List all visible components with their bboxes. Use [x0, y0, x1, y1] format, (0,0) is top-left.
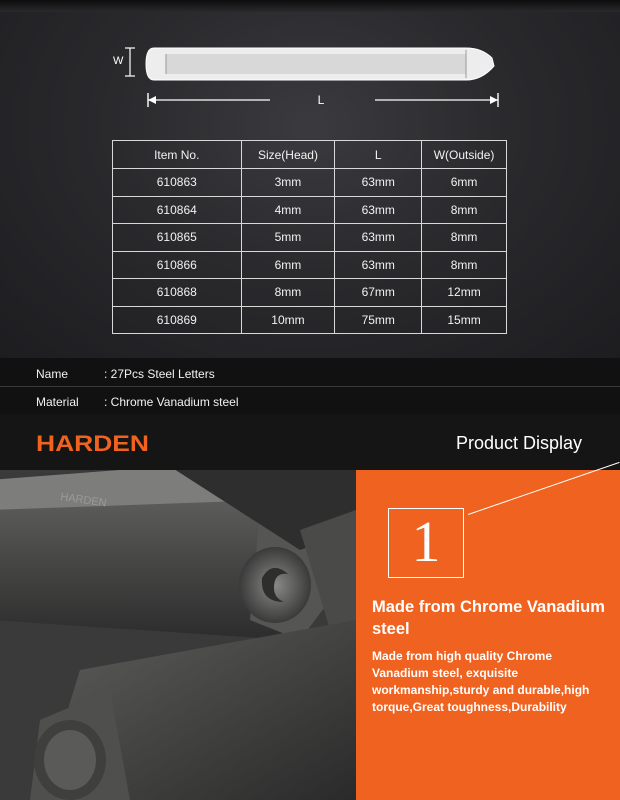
w-dimension-label: W	[113, 55, 124, 67]
cell-length: 75mm	[335, 306, 422, 334]
brand-bar	[0, 414, 620, 470]
table-row	[113, 279, 507, 307]
name-value: : 27Pcs Steel Letters	[104, 367, 215, 381]
cell-width: 8mm	[422, 196, 507, 224]
table-row	[113, 196, 507, 224]
cell-size: 6mm	[241, 251, 335, 279]
cell-width: 12mm	[422, 279, 507, 307]
cell-size: 10mm	[241, 306, 335, 334]
cell-width: 15mm	[422, 306, 507, 334]
header-length: L	[335, 141, 422, 169]
info-row-material	[0, 388, 620, 415]
steel-punch-image	[0, 470, 356, 800]
harden-logo	[36, 430, 151, 456]
decorative-line	[468, 462, 620, 515]
cell-width: 6mm	[422, 169, 507, 197]
table-row	[113, 251, 507, 279]
feature-description: Made from high quality Chrome Vanadium steel, exquisite workmanship,sturdy and durable,high torque,Great toughness,Durability	[372, 649, 590, 714]
cell-size: 3mm	[241, 169, 335, 197]
cell-item-no: 610865	[113, 224, 242, 252]
dimension-diagram	[110, 40, 510, 120]
cell-length: 67mm	[335, 279, 422, 307]
product-info	[0, 358, 620, 414]
cell-size: 4mm	[241, 196, 335, 224]
table-row	[113, 169, 507, 197]
spec-section	[0, 0, 620, 358]
cell-size: 8mm	[241, 279, 335, 307]
header-size: Size(Head)	[241, 141, 335, 169]
section-title: Product Display	[456, 433, 583, 453]
cell-width: 8mm	[422, 224, 507, 252]
cell-item-no: 610868	[113, 279, 242, 307]
name-label: Name	[36, 367, 69, 381]
material-value: : Chrome Vanadium steel	[104, 395, 239, 409]
feature-number: 1	[411, 509, 441, 574]
product-photo	[0, 470, 356, 800]
cell-item-no: 610866	[113, 251, 242, 279]
cell-length: 63mm	[335, 251, 422, 279]
feature-number-box	[388, 508, 464, 578]
table-header-row	[113, 141, 507, 169]
info-row-name	[0, 360, 620, 387]
cell-item-no: 610864	[113, 196, 242, 224]
table-row	[113, 224, 507, 252]
spec-table	[112, 140, 507, 334]
material-label: Material	[36, 395, 79, 409]
svg-text:HARDEN: HARDEN	[59, 491, 108, 510]
l-dimension-label: L	[317, 93, 325, 107]
info-divider	[0, 386, 620, 387]
cell-item-no: 610869	[113, 306, 242, 334]
cell-length: 63mm	[335, 196, 422, 224]
svg-text:HARDEN: HARDEN	[36, 431, 149, 456]
header-item-no: Item No.	[113, 141, 242, 169]
cell-length: 63mm	[335, 224, 422, 252]
feature-panel	[356, 470, 620, 800]
cell-width: 8mm	[422, 251, 507, 279]
cell-length: 63mm	[335, 169, 422, 197]
feature-title: Made from Chrome Vanadium steel	[372, 598, 605, 638]
table-row	[113, 306, 507, 334]
header-width: W(Outside)	[422, 141, 507, 169]
top-band	[0, 0, 620, 12]
cell-item-no: 610863	[113, 169, 242, 197]
cell-size: 5mm	[241, 224, 335, 252]
